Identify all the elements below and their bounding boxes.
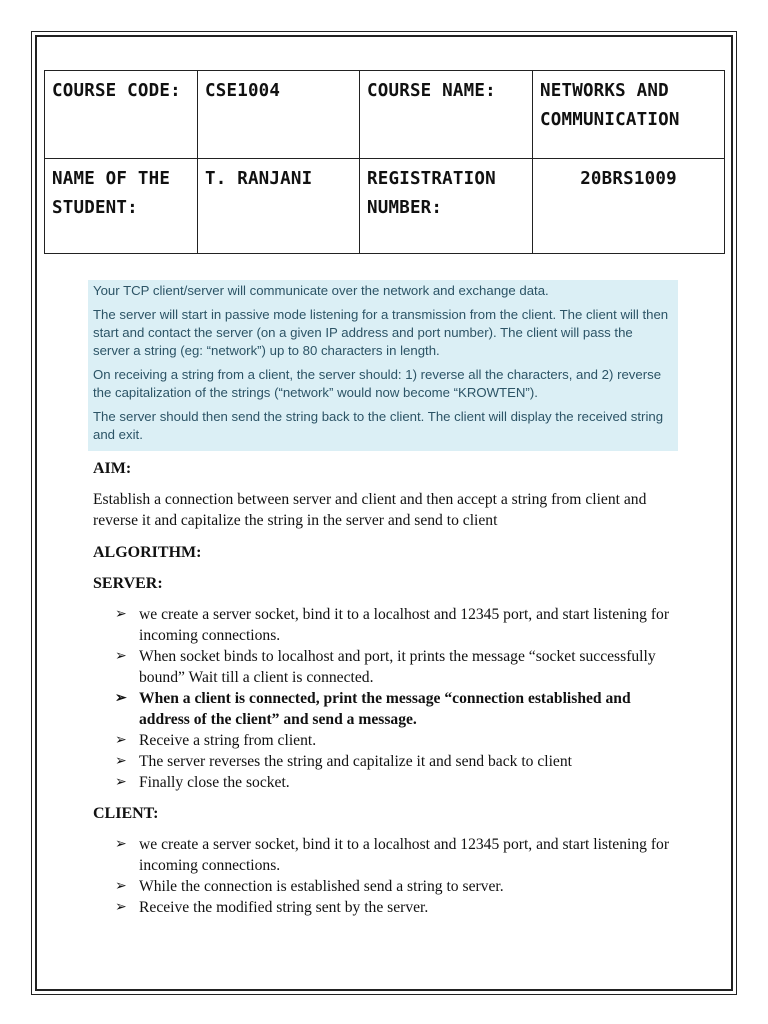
- list-item: [93, 876, 683, 897]
- arrow-bullet-icon: ➢: [115, 900, 127, 915]
- document-body: [93, 458, 683, 918]
- step-text: The server reverses the string and capitalize it and send back to client: [139, 753, 572, 770]
- algorithm-heading: ALGORITHM:: [93, 544, 202, 561]
- aim-heading: AIM:: [93, 460, 132, 477]
- step-text: we create a server socket, bind it to a localhost and 12345 port, and start listening for incoming connections.: [139, 606, 670, 644]
- list-item: [93, 834, 683, 876]
- arrow-bullet-icon: ➢: [115, 607, 127, 622]
- client-steps-list: [93, 834, 683, 918]
- step-text: Receive a string from client.: [139, 732, 317, 749]
- arrow-bullet-icon: ➢: [115, 733, 127, 748]
- step-text: we create a server socket, bind it to a localhost and 12345 port, and start listening for incoming connections.: [139, 836, 670, 874]
- callout-paragraph: Your TCP client/server will communicate over the network and exchange data.: [93, 283, 549, 298]
- student-name-value: T. RANJANI: [198, 159, 360, 254]
- list-item: [93, 751, 683, 772]
- list-item: [93, 897, 683, 918]
- arrow-bullet-icon: ➢: [115, 879, 127, 894]
- course-name-label: COURSE NAME:: [360, 71, 533, 159]
- course-name-value: NETWORKS AND COMMUNICATION: [533, 71, 725, 159]
- step-text: When a client is connected, print the message “connection established and address of the client” and send a message.: [139, 690, 631, 728]
- table-row: [45, 71, 725, 159]
- list-item: [93, 772, 683, 793]
- callout-paragraph: On receiving a string from a client, the server should: 1) reverse all the characters, and 2) reverse the capitalization of the strings (“network” would now become “KROWTEN”).: [93, 367, 662, 400]
- arrow-bullet-icon: ➢: [115, 691, 127, 706]
- callout-paragraph: The server will start in passive mode listening for a transmission from the client. The client will then start and contact the server (on a given IP address and port number). The client will pass the server a string (eg: “network”) up to 80 characters in length.: [93, 307, 669, 358]
- course-code-value: CSE1004: [198, 71, 360, 159]
- list-item: [93, 646, 683, 688]
- step-text: When socket binds to localhost and port, it prints the message “socket successfully bound” Wait till a client is connected.: [139, 648, 656, 686]
- step-text: While the connection is established send a string to server.: [139, 878, 504, 895]
- server-heading: SERVER:: [93, 575, 163, 592]
- student-name-label: NAME OF THE STUDENT:: [45, 159, 198, 254]
- server-steps-list: [93, 604, 683, 793]
- registration-label: REGISTRATION NUMBER:: [360, 159, 533, 254]
- callout-paragraph: The server should then send the string back to the client. The client will display the received string and exit.: [93, 409, 664, 442]
- list-item: [93, 604, 683, 646]
- list-item: [93, 730, 683, 751]
- aim-text: Establish a connection between server and client and then accept a string from client and reverse it and capitalize the string in the server and send to client: [93, 491, 647, 529]
- arrow-bullet-icon: ➢: [115, 837, 127, 852]
- problem-statement-box: [88, 280, 678, 451]
- course-code-label: COURSE CODE:: [45, 71, 198, 159]
- arrow-bullet-icon: ➢: [115, 649, 127, 664]
- step-text: Finally close the socket.: [139, 774, 290, 791]
- registration-number-value: 20BRS1009: [533, 159, 725, 254]
- table-row: [45, 159, 725, 254]
- step-text: Receive the modified string sent by the server.: [139, 899, 429, 916]
- arrow-bullet-icon: ➢: [115, 775, 127, 790]
- list-item: [93, 688, 683, 730]
- arrow-bullet-icon: ➢: [115, 754, 127, 769]
- client-heading: CLIENT:: [93, 805, 159, 822]
- course-info-table: [44, 70, 725, 254]
